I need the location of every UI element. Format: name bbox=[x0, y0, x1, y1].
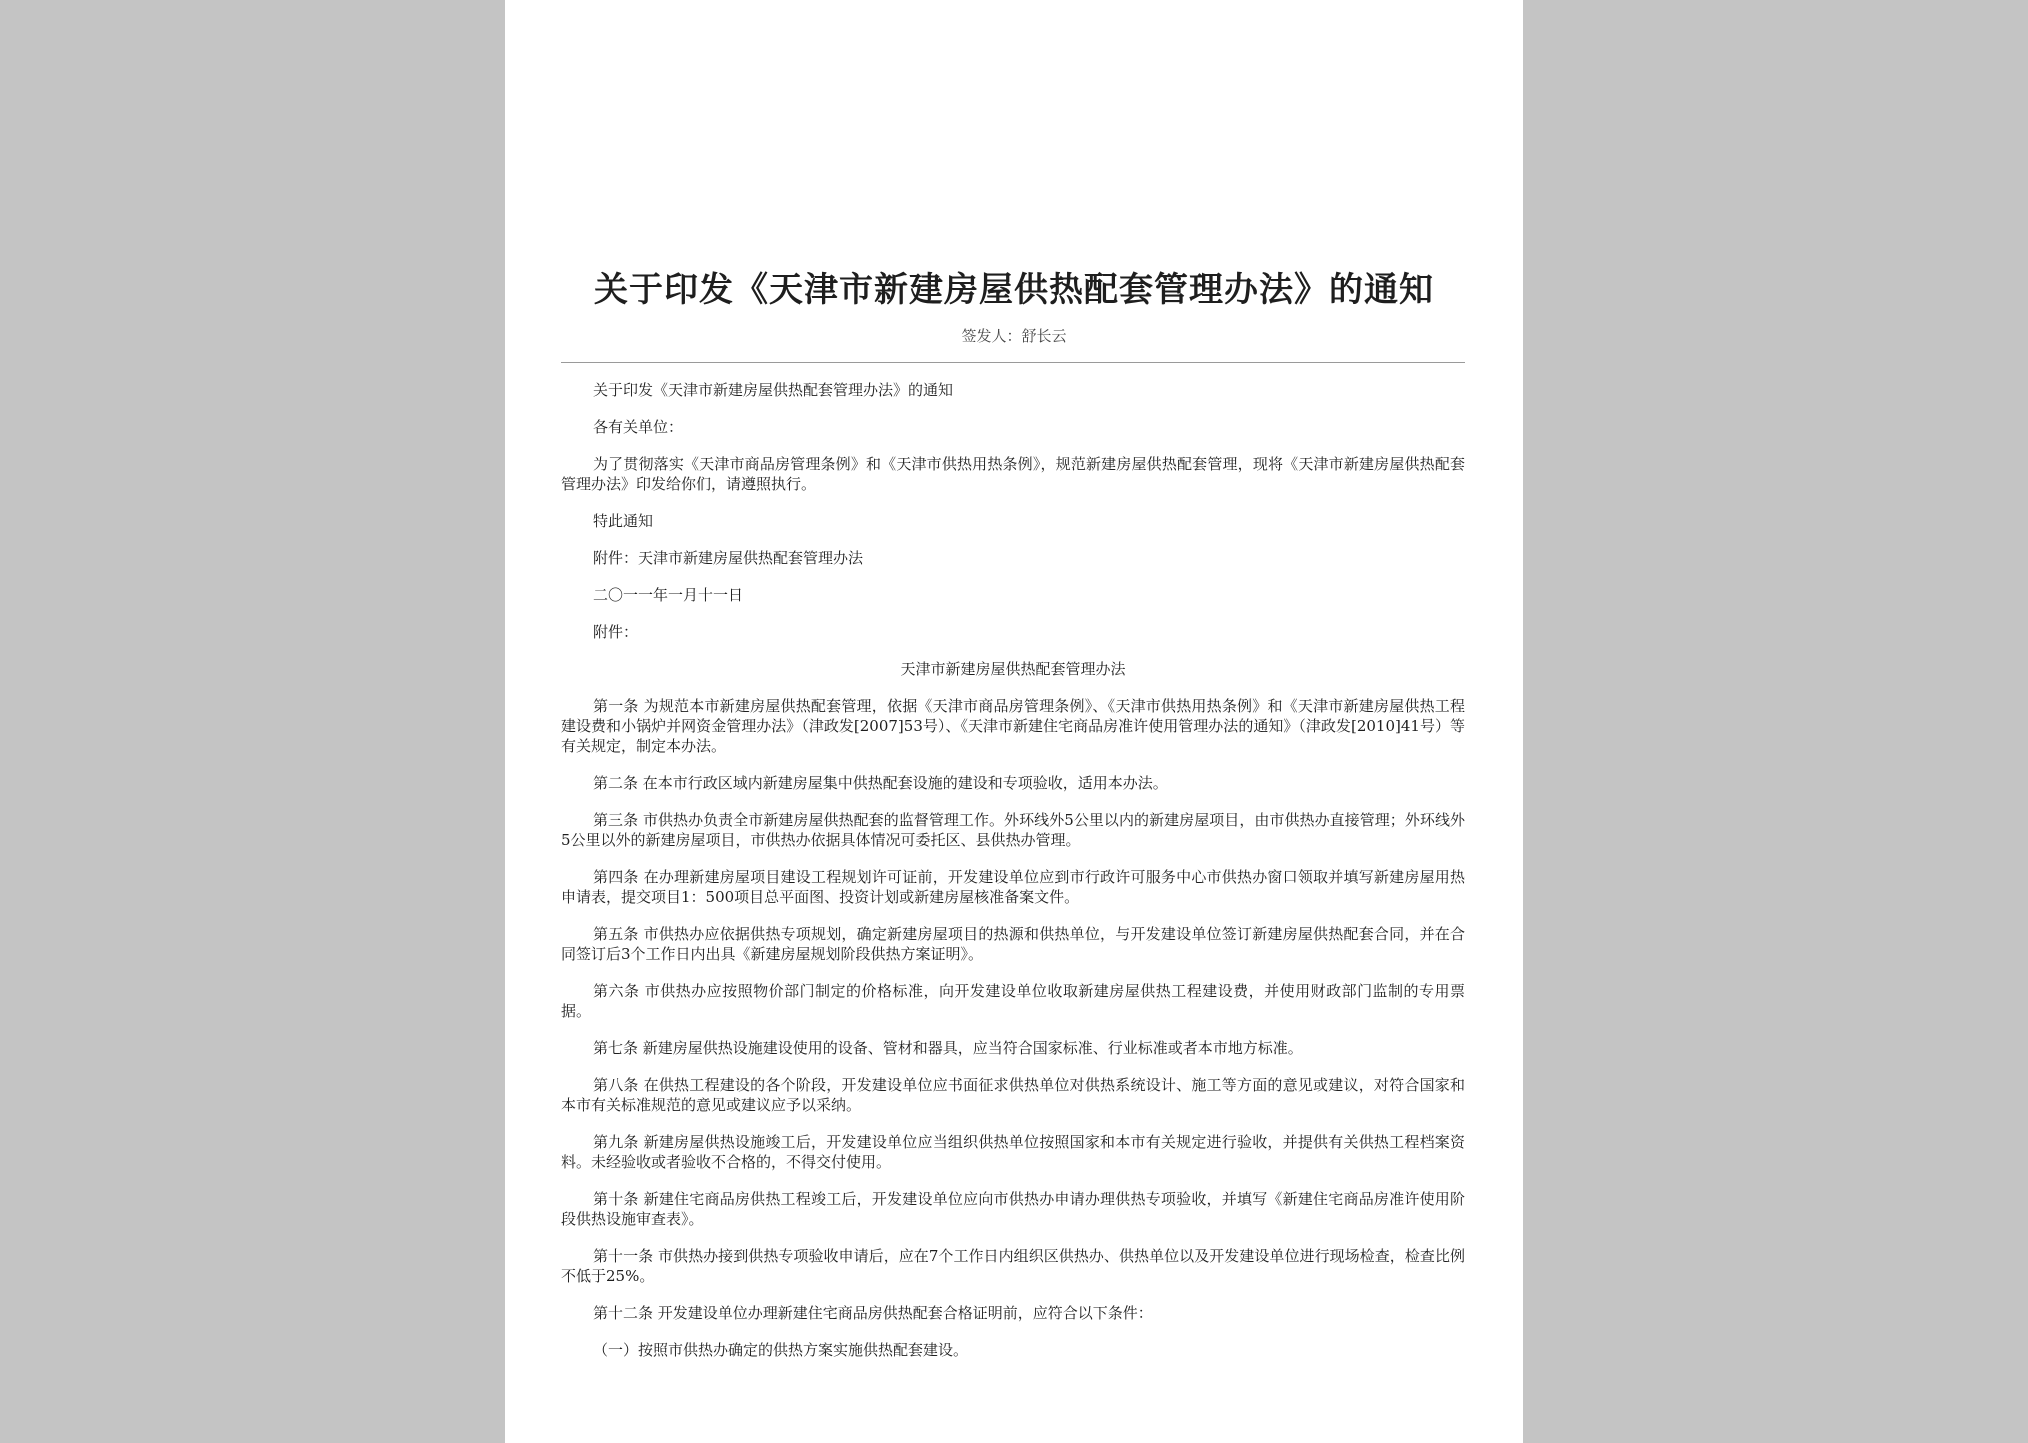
paragraph: 为了贯彻落实《天津市商品房管理条例》和《天津市供热用热条例》，规范新建房屋供热配套管理，现将《天津市新建房屋供热配套管理办法》印发给你们，请遵照执行。 bbox=[561, 455, 1465, 493]
document-body bbox=[561, 380, 1465, 1377]
article: 第五条 市供热办应依据供热专项规划，确定新建房屋项目的热源和供热单位，与开发建设单位签订新建房屋供热配套合同，并在合同签订后3个工作日内出具《新建房屋规划阶段供热方案证明》。 bbox=[561, 925, 1465, 963]
article: 第九条 新建房屋供热设施竣工后，开发建设单位应当组织供热单位按照国家和本市有关规定进行验收，并提供有关供热工程档案资料。未经验收或者验收不合格的，不得交付使用。 bbox=[561, 1133, 1465, 1171]
paragraph: 附件：天津市新建房屋供热配套管理办法 bbox=[593, 549, 864, 567]
article-item: （一）按照市供热办确定的供热方案实施供热配套建设。 bbox=[593, 1341, 969, 1359]
document-title: 关于印发《天津市新建房屋供热配套管理办法》的通知 bbox=[594, 270, 1434, 310]
paragraph: 关于印发《天津市新建房屋供热配套管理办法》的通知 bbox=[593, 381, 954, 399]
article: 第三条 市供热办负责全市新建房屋供热配套的监督管理工作。外环线外5公里以内的新建房屋项目，由市供热办直接管理；外环线外5公里以外的新建房屋项目，市供热办依据具体情况可委托区、县供热办管理。 bbox=[561, 811, 1465, 849]
document-page bbox=[505, 0, 1523, 1443]
signer-line: 签发人：舒长云 bbox=[961, 327, 1067, 345]
article: 第十二条 开发建设单位办理新建住宅商品房供热配套合格证明前，应符合以下条件： bbox=[593, 1304, 1153, 1322]
paragraph: 各有关单位： bbox=[593, 418, 684, 436]
paragraph: 附件： bbox=[593, 623, 639, 641]
article: 第六条 市供热办应按照物价部门制定的价格标准，向开发建设单位收取新建房屋供热工程建设费，并使用财政部门监制的专用票据。 bbox=[561, 982, 1465, 1020]
article: 第七条 新建房屋供热设施建设使用的设备、管材和器具，应当符合国家标准、行业标准或者本市地方标准。 bbox=[593, 1039, 1303, 1057]
article: 第一条 为规范本市新建房屋供热配套管理，依据《天津市商品房管理条例》、《天津市供热用热条例》和《天津市新建房屋供热工程建设费和小锅炉并网资金管理办法》（津政发[2007]53号）、《天津市新建住宅商品房准许使用管理办法的通知》（津政发[2010]41号）等有关规定，制定本办法。 bbox=[561, 697, 1465, 755]
article: 第四条 在办理新建房屋项目建设工程规划许可证前，开发建设单位应到市行政许可服务中心市供热办窗口领取并填写新建房屋用热申请表，提交项目1：500项目总平面图、投资计划或新建房屋核准备案文件。 bbox=[561, 868, 1465, 906]
article: 第十一条 市供热办接到供热专项验收申请后，应在7个工作日内组织区供热办、供热单位以及开发建设单位进行现场检查，检查比例不低于25%。 bbox=[561, 1247, 1465, 1285]
article: 第八条 在供热工程建设的各个阶段，开发建设单位应书面征求供热单位对供热系统设计、施工等方面的意见或建议，对符合国家和本市有关标准规范的意见或建议应予以采纳。 bbox=[561, 1076, 1465, 1114]
paragraph: 二〇一一年一月十一日 bbox=[593, 586, 744, 604]
attachment-title: 天津市新建房屋供热配套管理办法 bbox=[900, 660, 1126, 678]
title-divider bbox=[561, 362, 1465, 363]
paragraph: 特此通知 bbox=[593, 512, 654, 530]
article: 第二条 在本市行政区域内新建房屋集中供热配套设施的建设和专项验收，适用本办法。 bbox=[593, 774, 1168, 792]
article: 第十条 新建住宅商品房供热工程竣工后，开发建设单位应向市供热办申请办理供热专项验收，并填写《新建住宅商品房准许使用阶段供热设施审查表》。 bbox=[561, 1190, 1465, 1228]
